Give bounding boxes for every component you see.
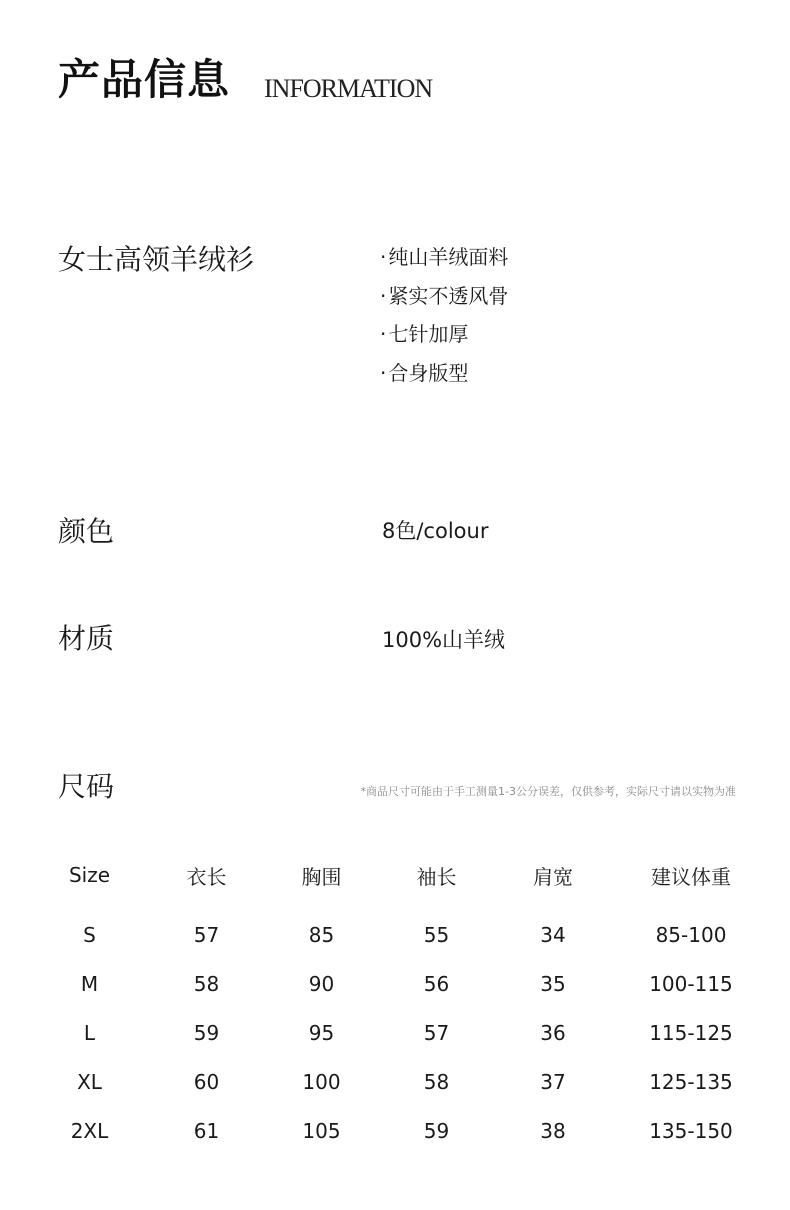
color-value: 8色/colour [382, 519, 489, 543]
color-label: 颜色 [58, 515, 115, 548]
table-cell: 2XL [70, 1118, 109, 1143]
feature-item: · 七针加厚 [380, 320, 508, 359]
feature-item: · 紧实不透风骨 [380, 282, 508, 321]
size-table [30, 850, 770, 1155]
table-cell: 58 [193, 971, 220, 996]
table-cell: 60 [193, 1069, 220, 1094]
feature-item: · 纯山羊绒面料 [380, 243, 508, 282]
column-header-shoulder: 肩宽 [533, 864, 573, 889]
page-header [58, 52, 432, 108]
table-cell: 135-150 [649, 1118, 733, 1143]
table-cell: 36 [540, 1020, 566, 1045]
table-cell: M [80, 971, 99, 996]
table-cell: 95 [308, 1020, 335, 1045]
table-row [30, 959, 770, 1008]
page-subtitle: INFORMATION [264, 74, 433, 103]
table-cell: 56 [423, 971, 450, 996]
table-cell: 125-135 [649, 1069, 733, 1094]
table-cell: 85-100 [655, 922, 727, 947]
table-cell: 55 [423, 922, 450, 947]
table-cell: 90 [308, 971, 335, 996]
table-row [30, 910, 770, 959]
table-row [30, 1106, 770, 1155]
column-header-size: Size [68, 863, 111, 887]
column-header-length: 衣长 [186, 864, 227, 889]
table-cell: 57 [193, 922, 220, 947]
table-cell: 100 [302, 1069, 341, 1094]
material-value: 100%山羊绒 [382, 628, 506, 652]
table-cell: 85 [308, 922, 335, 947]
table-cell: 100-115 [649, 971, 733, 996]
table-header-row [30, 850, 770, 900]
column-header-weight: 建议体重 [651, 864, 731, 889]
table-cell: 59 [423, 1118, 450, 1143]
table-cell: 37 [540, 1069, 566, 1094]
size-label: 尺码 [58, 770, 115, 803]
table-cell: 34 [540, 922, 566, 947]
material-label: 材质 [58, 622, 115, 655]
table-cell: 35 [540, 971, 566, 996]
size-note: *商品尺寸可能由于手工测量1-3公分误差，仅供参考，实际尺寸请以实物为准 [360, 785, 736, 798]
table-cell: S [83, 922, 96, 947]
table-cell: 38 [540, 1118, 566, 1143]
table-cell: 58 [423, 1069, 450, 1094]
feature-item: · 合身版型 [380, 359, 508, 398]
product-name: 女士高领羊绒衫 [58, 243, 255, 276]
table-cell: 61 [193, 1118, 220, 1143]
table-row [30, 1057, 770, 1106]
table-cell: XL [77, 1069, 102, 1094]
column-header-sleeve: 袖长 [416, 864, 457, 889]
page-title: 产品信息 [58, 55, 231, 104]
table-row [30, 1008, 770, 1057]
feature-list [380, 243, 508, 397]
table-cell: 115-125 [649, 1020, 733, 1045]
table-cell: 57 [423, 1020, 450, 1045]
column-header-bust: 胸围 [301, 864, 342, 889]
table-cell: 105 [302, 1118, 341, 1143]
table-cell: L [83, 1020, 96, 1045]
table-cell: 59 [193, 1020, 220, 1045]
